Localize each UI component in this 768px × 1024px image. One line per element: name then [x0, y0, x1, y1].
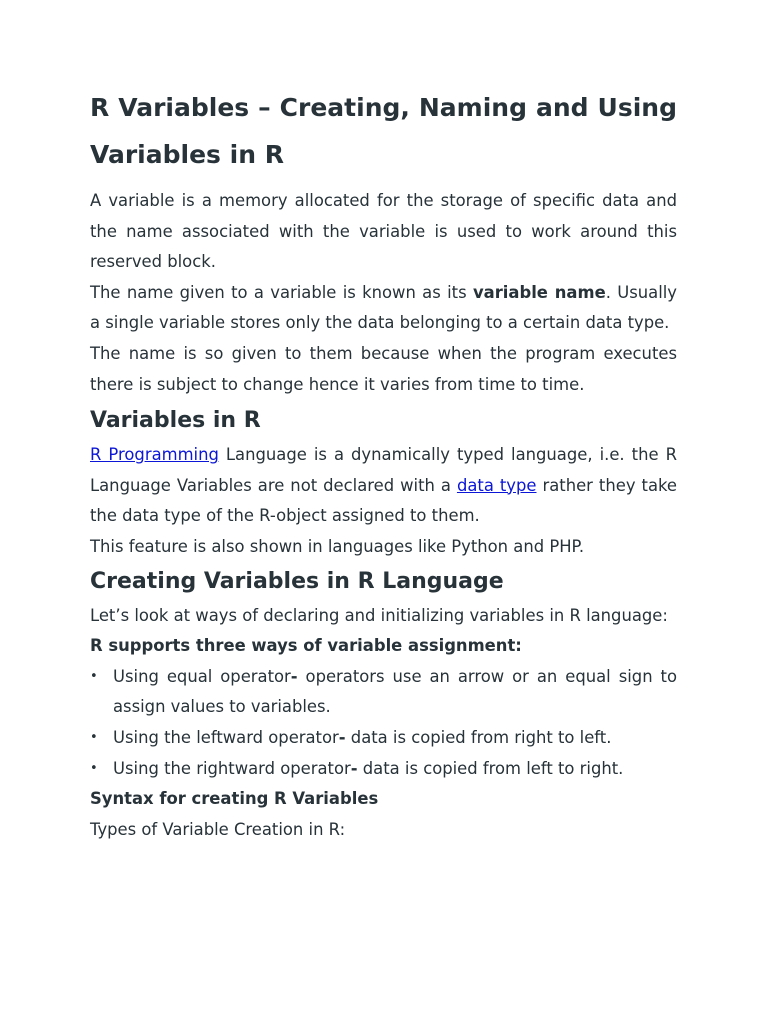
article-body — [90, 84, 677, 845]
syntax-paragraph: Types of Variable Creation in R: — [90, 819, 346, 839]
section1-paragraph-1 — [90, 440, 677, 532]
list-item — [90, 754, 677, 785]
section1-paragraph-2: This feature is also shown in languages like Python and PHP. — [90, 536, 585, 556]
bullet-dot-icon: • — [90, 729, 98, 745]
list-item-dash: - — [350, 758, 358, 778]
r-programming-link[interactable]: R Programming — [90, 445, 219, 465]
list-item-lead: Using the rightward operator — [113, 758, 351, 778]
list-item — [90, 723, 677, 754]
bullet-dot-icon: • — [90, 668, 98, 684]
intro-p2-text-after: . Usually a single variable stores only the data belonging to a certain data type. — [90, 282, 678, 333]
list-item-lead: Using the leftward operator — [113, 727, 339, 747]
list-item-lead: Using equal operator — [113, 666, 291, 686]
list-item-rest: data is copied from left to right. — [357, 758, 624, 778]
variable-name-term: variable name — [472, 282, 606, 302]
syntax-subheading: Syntax for creating R Variables — [90, 789, 379, 809]
list-item-dash: - — [338, 727, 346, 747]
assignment-ways-subheading: R supports three ways of variable assignment: — [90, 636, 522, 656]
bullet-dot-icon: • — [90, 760, 98, 776]
list-item — [90, 662, 677, 723]
list-item-rest: data is copied from right to left. — [345, 727, 612, 747]
article-title: R Variables – Creating, Naming and Using Variables in R — [90, 93, 677, 169]
section1-p1-text-after: rather they take the data type of the R-object assigned to them. — [90, 475, 677, 526]
section-heading-variables-in-r: Variables in R — [90, 408, 261, 434]
data-type-link[interactable]: data type — [456, 475, 537, 495]
intro-p2-text-before: The name given to a variable is known as its — [90, 282, 473, 302]
section2-paragraph-1: Let’s look at ways of declaring and initializing variables in R language: — [90, 605, 668, 625]
section-heading-creating-variables: Creating Variables in R Language — [90, 568, 504, 594]
section1-p1-text-middle: Language is a dynamically typed language, i.e. the R Language Variables are not declared with a — [90, 445, 677, 495]
list-item-rest: operators use an arrow or an equal sign to assign values to variables. — [113, 666, 677, 717]
assignment-methods-list — [90, 662, 677, 784]
intro-paragraph-1: A variable is a memory allocated for the storage of specific data and the name associated with the variable is used to work around this reserved block. — [90, 191, 677, 272]
intro-paragraph-3: The name is so given to them because when the program executes there is subject to change hence it varies from time to time. — [90, 343, 677, 394]
intro-paragraph-2 — [90, 278, 677, 339]
list-item-dash: - — [290, 666, 298, 686]
